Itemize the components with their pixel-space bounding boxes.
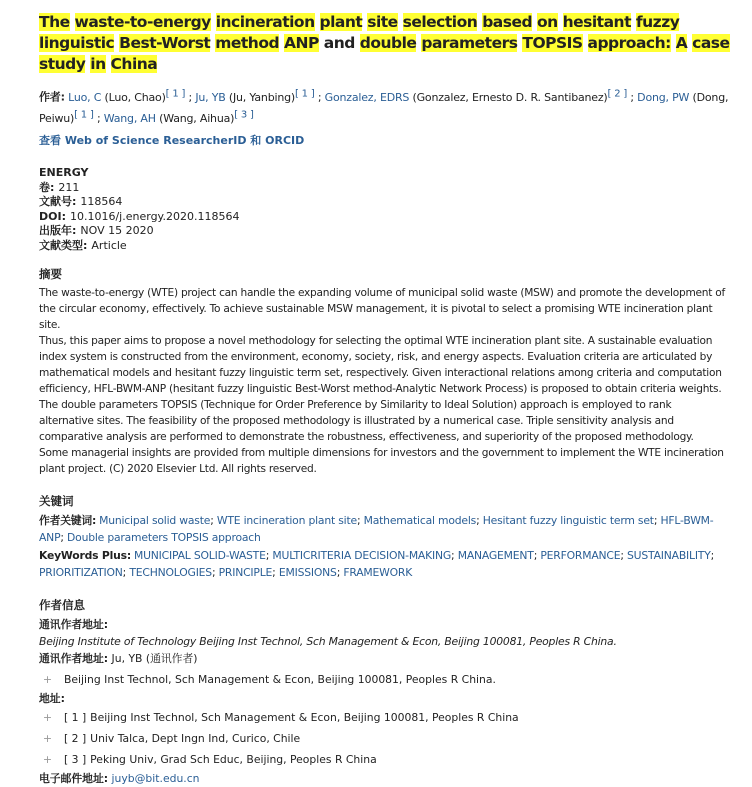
- pubyear-value: NOV 15 2020: [80, 224, 154, 238]
- abstract-line: comparative analysis are performed to demonstrate the robustness, effectiveness, and superiority of the proposed methodology.: [39, 431, 694, 444]
- authors-label: 作者:: [39, 90, 65, 104]
- title-highlighted-word: ANP: [284, 34, 319, 52]
- doi-row: [39, 210, 734, 225]
- author-link[interactable]: Ju, YB: [195, 90, 226, 104]
- title-highlighted-word: based: [482, 13, 533, 31]
- keywords-plus-label: KeyWords Plus:: [39, 549, 131, 563]
- abstract-line: The double parameters TOPSIS (Technique for Order Preference by Similarity to Ideal Solution) approach is employed to rank: [39, 399, 672, 412]
- author-affil-ref[interactable]: [ 2 ]: [607, 88, 628, 99]
- title-highlighted-word: China: [110, 55, 158, 73]
- email-label: 电子邮件地址:: [39, 772, 109, 786]
- title-highlighted-word: site: [367, 13, 398, 31]
- address-number: [ 1 ]: [64, 711, 87, 725]
- expand-icon[interactable]: +: [42, 753, 53, 767]
- keyword-plus-link[interactable]: PERFORMANCE: [540, 549, 621, 563]
- source-info: [39, 166, 734, 253]
- abstract-line: Some managerial insights are provided from multiple dimensions for investors and the government to implement the WTE incineration: [39, 447, 724, 460]
- address-text: Peking Univ, Grad Sch Educ, Beijing, Peoples R China: [90, 753, 377, 767]
- doi-label: DOI:: [39, 209, 66, 223]
- address-text: Univ Talca, Dept Ingn Ind, Curico, Chile: [90, 732, 301, 746]
- keyword-plus-link[interactable]: MULTICRITERIA DECISION-MAKING: [272, 549, 452, 563]
- volume-label: 卷:: [39, 180, 55, 194]
- title-highlighted-word: parameters: [421, 34, 518, 52]
- author-keyword-link[interactable]: WTE incineration plant site: [216, 514, 357, 528]
- author-fullname: (Luo, Chao): [104, 90, 166, 104]
- abstract-line: mathematical models and hesitant fuzzy linguistic term set, respectively. Given interactional relations among criteria and computation: [39, 367, 722, 380]
- researcher-id-link[interactable]: 查看 Web of Science ResearcherID 和 ORCID: [39, 134, 305, 148]
- author-keywords-label: 作者关键词:: [39, 514, 97, 528]
- author-keyword-link[interactable]: Mathematical models: [363, 514, 477, 528]
- keyword-plus-link[interactable]: MUNICIPAL SOLID-WASTE: [133, 549, 266, 563]
- address-label: 地址:: [39, 692, 65, 706]
- author-link[interactable]: Wang, AH: [103, 112, 156, 126]
- corr-address-label: 通讯作者地址:: [39, 618, 109, 632]
- address-number: [ 2 ]: [64, 732, 87, 746]
- pubyear-row: [39, 224, 734, 239]
- docnum-label: 文献号:: [39, 195, 77, 209]
- title-highlighted-word: incineration: [215, 13, 315, 31]
- author-fullname: (Dong, Peiwu): [39, 90, 729, 126]
- title-highlighted-word: approach:: [587, 34, 671, 52]
- address-number: [ 3 ]: [64, 753, 87, 767]
- title-highlighted-word: plant: [319, 13, 363, 31]
- title-highlighted-word: waste-to-energy: [74, 13, 211, 31]
- author-keywords: 作者关键词: Municipal solid waste; WTE incineration plant site; Mathematical models; Hesitant fuzzy linguistic term set; HFL-BWM-ANP; Double parameters TOPSIS approach: [39, 514, 714, 545]
- authors-list: Luo, C (Luo, Chao)[ 1 ] ; Ju, YB (Ju, Yanbing)[ 1 ] ; Gonzalez, EDRS (Gonzalez, Ernesto D. R. Santibanez)[ 2 ] ; Dong, PW (Dong, Peiwu)[ 1 ] ; Wang, AH (Wang, Aihua)[ 3 ]: [39, 88, 729, 126]
- title-highlighted-word: TOPSIS: [522, 34, 583, 52]
- author-affil-ref[interactable]: [ 1 ]: [295, 88, 315, 99]
- title-highlighted-word: linguistic: [39, 34, 115, 52]
- keyword-plus-link[interactable]: PRINCIPLE: [218, 566, 273, 580]
- corr-address-text: Beijing Institute of Technology Beijing Inst Technol, Sch Management & Econ, Beijing 100081, Peoples R China.: [39, 635, 617, 649]
- address-list: [39, 707, 734, 770]
- corr-author: Ju, YB (通讯作者): [111, 652, 198, 666]
- corr-affiliation: Beijing Inst Technol, Sch Management & Econ, Beijing 100081, Peoples R China.: [64, 673, 496, 687]
- keyword-plus-link[interactable]: SUSTAINABILITY: [627, 549, 711, 563]
- title-highlighted-word: Best-Worst: [119, 34, 211, 52]
- author-link[interactable]: Gonzalez, EDRS: [324, 90, 410, 104]
- expand-icon[interactable]: +: [42, 711, 53, 725]
- address-text: Beijing Inst Technol, Sch Management & Econ, Beijing 100081, Peoples R China: [90, 711, 519, 725]
- authors-line: [39, 85, 734, 128]
- author-keyword-link[interactable]: Municipal solid waste: [99, 514, 211, 528]
- title-highlighted-word: hesitant: [562, 13, 631, 31]
- corr-affiliation-row: [39, 669, 734, 690]
- abstract-line: alternative sites. The feasibility of the proposed methodology is illustrated by a numerical case. Triple sensitivity analysis and: [39, 415, 674, 428]
- author-fullname: (Ju, Yanbing): [228, 90, 295, 104]
- keywords-heading: 关键词: [39, 494, 74, 509]
- keyword-plus-link[interactable]: PRIORITIZATION: [39, 566, 123, 580]
- keyword-plus-link[interactable]: FRAMEWORK: [343, 566, 413, 580]
- author-info-heading: 作者信息: [39, 598, 85, 613]
- author-affil-ref[interactable]: [ 1 ]: [165, 88, 186, 99]
- title-highlighted-word: in: [90, 55, 106, 73]
- keyword-plus-link[interactable]: MANAGEMENT: [457, 549, 534, 563]
- abstract-line: index system is constructed from the environment, economy, society, risk, and energy aspects. Evaluation criteria are articulated by: [39, 351, 713, 364]
- address-row: [39, 728, 734, 749]
- abstract-line: plant project. (C) 2020 Elsevier Ltd. All rights reserved.: [39, 463, 317, 476]
- address-row: [39, 707, 734, 728]
- title-highlighted-word: The: [39, 13, 70, 31]
- corr-author-row: [39, 650, 734, 667]
- author-affil-ref[interactable]: [ 3 ]: [234, 109, 254, 121]
- author-keyword-link[interactable]: HFL-BWM-ANP: [39, 514, 714, 545]
- abstract-line: the circular economy, effectively. To achieve sustainable MSW management, it is pivotal to select a promising WTE incineration plant site.: [39, 303, 713, 332]
- address-row: [39, 749, 734, 770]
- expand-icon[interactable]: +: [42, 673, 53, 687]
- author-affil-ref[interactable]: [ 1 ]: [74, 109, 94, 121]
- author-link[interactable]: Luo, C: [68, 90, 102, 104]
- abstract-heading: 摘要: [39, 267, 62, 282]
- title-highlighted-word: method: [215, 34, 280, 52]
- keyword-plus-link[interactable]: EMISSIONS: [278, 566, 337, 580]
- doctype-value: Article: [91, 238, 127, 252]
- author-keyword-link[interactable]: Hesitant fuzzy linguistic term set: [482, 514, 654, 528]
- keywords-plus: KeyWords Plus: MUNICIPAL SOLID-WASTE; MULTICRITERIA DECISION-MAKING; MANAGEMENT; PERFORMANCE; SUSTAINABILITY; PRIORITIZATION; TECHNOLOGIES; PRINCIPLE; EMISSIONS; FRAMEWORK: [39, 549, 715, 580]
- abstract-line: efficiency, HFL-BWM-ANP (hesitant fuzzy linguistic Best-Worst method-Analytic Network Process) is proposed to obtain criteria weights.: [39, 383, 722, 396]
- email-row: [39, 770, 734, 787]
- volume-value: 211: [58, 180, 80, 194]
- title-highlighted-word: A: [675, 34, 688, 52]
- author-link[interactable]: Dong, PW: [637, 90, 690, 104]
- doctype-label: 文献类型:: [39, 238, 88, 252]
- title-highlighted-word: selection: [402, 13, 478, 31]
- author-fullname: (Wang, Aihua): [159, 112, 235, 126]
- author-fullname: (Gonzalez, Ernesto D. R. Santibanez): [412, 90, 608, 104]
- abstract-text: [39, 285, 733, 477]
- journal-name: ENERGY: [39, 166, 89, 180]
- article-title: [39, 12, 734, 75]
- title-highlighted-word: double: [359, 34, 417, 52]
- title-highlighted-word: on: [536, 13, 558, 31]
- docnum-row: [39, 195, 734, 210]
- author-keyword-link[interactable]: Double parameters TOPSIS approach: [67, 531, 261, 545]
- expand-icon[interactable]: +: [42, 732, 53, 746]
- corr-address-label-2: 通讯作者地址:: [39, 652, 109, 666]
- abstract-line: Thus, this paper aims to propose a novel methodology for selecting the optimal WTE incineration plant site. A sustainable evaluation: [39, 335, 713, 348]
- docnum-value: 118564: [80, 195, 123, 209]
- title-highlighted-word: study: [39, 55, 86, 73]
- title-highlighted-word: fuzzy: [635, 13, 680, 31]
- doctype-row: [39, 239, 734, 254]
- pubyear-label: 出版年:: [39, 224, 77, 238]
- keyword-plus-link[interactable]: TECHNOLOGIES: [129, 566, 212, 580]
- title-highlighted-word: case: [692, 34, 730, 52]
- volume-row: [39, 181, 734, 196]
- title-mid-word: and: [323, 34, 355, 52]
- abstract-line: The waste-to-energy (WTE) project can handle the expanding volume of municipal solid waste (MSW) and promote the development of: [39, 287, 725, 300]
- email-link[interactable]: juyb@bit.edu.cn: [111, 772, 200, 786]
- doi-value: 10.1016/j.energy.2020.118564: [69, 209, 240, 223]
